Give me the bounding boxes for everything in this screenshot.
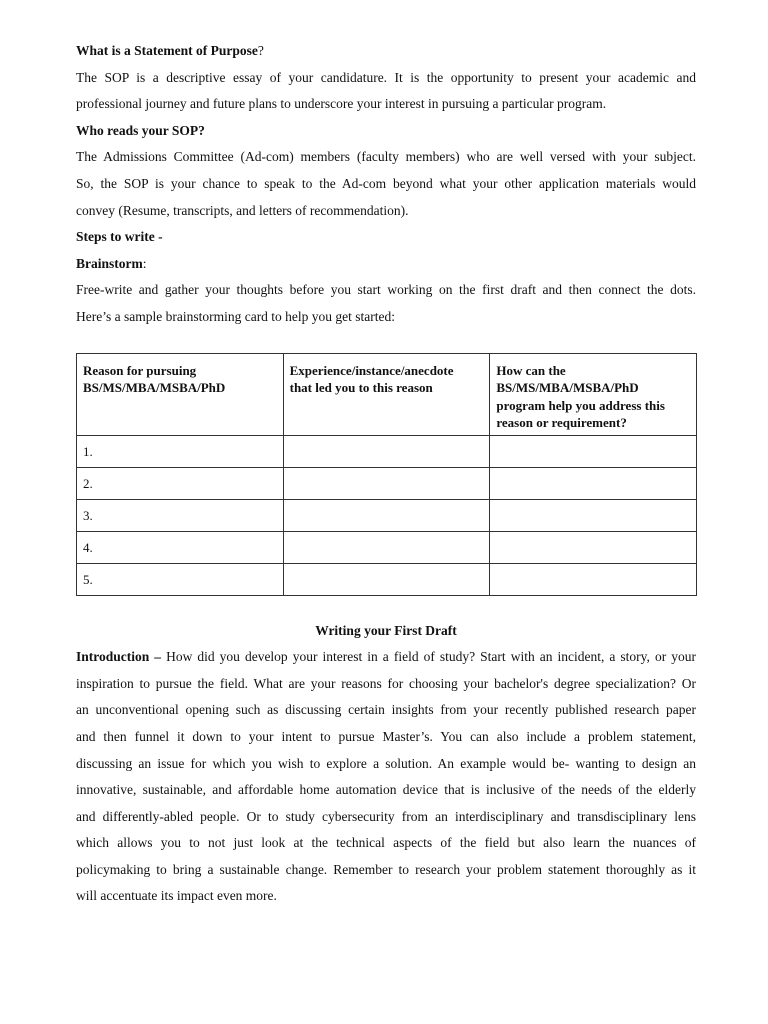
table-cell bbox=[490, 531, 697, 563]
table-cell bbox=[490, 563, 697, 595]
header-line: program help you address this bbox=[496, 397, 665, 413]
brainstorming-card-table bbox=[76, 353, 697, 596]
draft-line-10: will accentuate its impact even more. bbox=[76, 888, 277, 904]
table-row bbox=[77, 531, 697, 563]
document-page bbox=[76, 38, 696, 910]
draft-line-2: inspiration to pursue the field. What are your reasons for choosing your bachelor's degree specialization? Or bbox=[76, 675, 696, 691]
table-cell bbox=[490, 467, 697, 499]
draft-line-6: innovative, sustainable, and affordable home automation device that is inclusive of the needs of the elderly bbox=[76, 782, 696, 798]
table-cell: 2. bbox=[77, 467, 284, 499]
header-line: BS/MS/MBA/MSBA/PhD bbox=[83, 380, 226, 396]
readers-line-1: The Admissions Committee (Ad-com) members (faculty members) who are well versed with your subject. bbox=[76, 149, 696, 165]
brainstorm-heading-tail: : bbox=[142, 255, 147, 271]
brainstorm-line-2: Here’s a sample brainstorming card to help you get started: bbox=[76, 308, 396, 324]
table-cell bbox=[490, 435, 697, 467]
header-line: reason or requirement? bbox=[496, 415, 627, 431]
readers-heading: Who reads your SOP? bbox=[76, 122, 205, 138]
header-line: How can the bbox=[496, 362, 566, 378]
header-line: that led you to this reason bbox=[289, 380, 433, 396]
spacer bbox=[76, 596, 696, 618]
table-row bbox=[77, 435, 697, 467]
table-cell bbox=[283, 531, 490, 563]
table-row bbox=[77, 467, 697, 499]
readers-line-3: convey (Resume, transcripts, and letters of recommendation). bbox=[76, 202, 409, 218]
draft-line-7: and differently-abled people. Or to study cybersecurity from an interdisciplinary and transdisciplinary lens bbox=[76, 808, 696, 824]
draft-line-8: which allows you to not just look at the technical aspects of the field but also learn the nuances of bbox=[76, 835, 696, 851]
header-line: Experience/instance/anecdote bbox=[289, 362, 454, 378]
table-cell bbox=[283, 499, 490, 531]
brainstorm-heading-text: Brainstorm bbox=[76, 255, 143, 271]
draft-line-5: discussing an issue for which you wish to explore a solution. An example would be- wanting to design an bbox=[76, 755, 696, 771]
table-row bbox=[77, 499, 697, 531]
table-cell: 5. bbox=[77, 563, 284, 595]
introduction-label: Introduction – bbox=[76, 649, 167, 665]
header-experience bbox=[283, 353, 490, 435]
header-line: BS/MS/MBA/MSBA/PhD bbox=[496, 380, 639, 396]
table-cell: 1. bbox=[77, 435, 284, 467]
sop-line-1: The SOP is a descriptive essay of your candidature. It is the opportunity to present your academic and bbox=[76, 69, 696, 85]
steps-heading: Steps to write - bbox=[76, 229, 163, 245]
table-cell bbox=[283, 435, 490, 467]
first-draft-heading: Writing your First Draft bbox=[315, 622, 457, 638]
table-cell bbox=[490, 499, 697, 531]
brainstorm-line-1: Free-write and gather your thoughts before you start working on the first draft and then connect the dots. bbox=[76, 282, 696, 298]
header-program-help bbox=[490, 353, 697, 435]
draft-line-1-text: How did you develop your interest in a field of study? Start with an incident, a story, or your bbox=[166, 649, 696, 665]
sop-heading-tail: ? bbox=[257, 43, 264, 58]
sop-heading bbox=[76, 38, 696, 65]
spacer bbox=[76, 331, 696, 353]
table-header-row bbox=[77, 353, 697, 435]
header-line: Reason for pursuing bbox=[83, 362, 197, 378]
header-reason bbox=[77, 353, 284, 435]
table-cell bbox=[283, 563, 490, 595]
table-row bbox=[77, 563, 697, 595]
sop-heading-text: What is a Statement of Purpose bbox=[76, 43, 258, 58]
draft-line-4: and then funnel it down to your intent to pursue Master’s. You can also include a problem statement, bbox=[76, 728, 696, 744]
readers-line-2: So, the SOP is your chance to speak to the Ad-com beyond what your other application materials would bbox=[76, 175, 696, 191]
draft-line-1 bbox=[76, 644, 696, 671]
table-cell bbox=[283, 467, 490, 499]
sop-line-2: professional journey and future plans to underscore your interest in pursuing a particular program. bbox=[76, 96, 607, 112]
draft-line-3: an unconventional opening such as discussing certain insights from your recently published research paper bbox=[76, 702, 696, 718]
brainstorm-heading bbox=[76, 251, 696, 278]
table-cell: 4. bbox=[77, 531, 284, 563]
draft-line-9: policymaking to bring a sustainable change. Remember to research your problem statement thoroughly as it bbox=[76, 861, 696, 877]
table-cell: 3. bbox=[77, 499, 284, 531]
